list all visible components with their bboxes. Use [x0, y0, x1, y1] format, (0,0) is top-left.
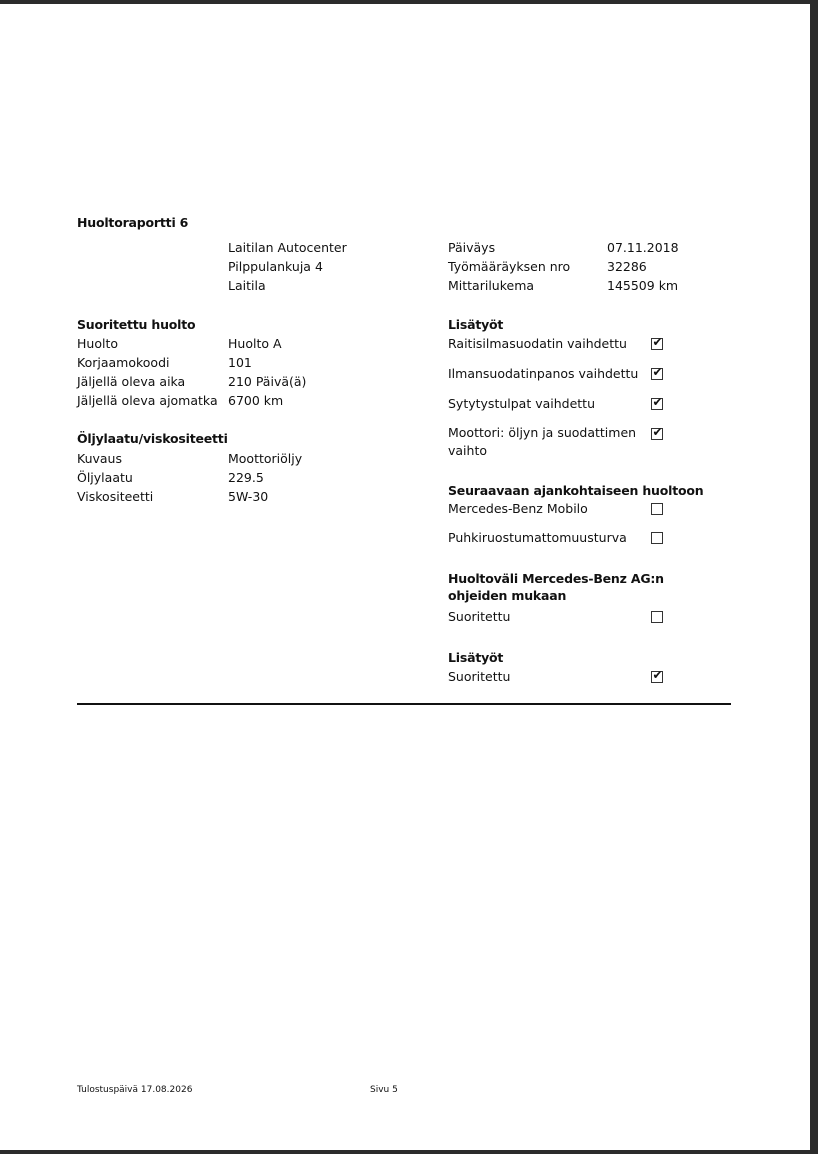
- checkmark-icon: ✔: [652, 365, 663, 379]
- service-label: Huolto: [77, 336, 118, 351]
- remaining-distance-value: 6700 km: [228, 393, 284, 408]
- checkmark-icon: ✔: [652, 425, 663, 439]
- interval-heading: Huoltoväli Mercedes-Benz AG:n ohjeiden mukaan: [448, 571, 664, 603]
- remaining-time-label: Jäljellä oleva aika: [77, 374, 186, 389]
- next-service-checkbox[interactable]: [651, 532, 663, 544]
- service-done-heading: Suoritettu huolto: [77, 317, 196, 332]
- next-service-item-label: Puhkiruostumattomuusturva: [448, 530, 627, 545]
- date-value: 07.11.2018: [607, 240, 679, 255]
- workshop-code-value: 101: [228, 355, 252, 370]
- print-date: Tulostuspäivä 17.08.2026: [77, 1085, 193, 1095]
- viscosity-value: 5W-30: [228, 489, 269, 504]
- work-order-label: Työmääräyksen nro: [448, 259, 571, 274]
- extra-work-checkbox[interactable]: [651, 425, 663, 440]
- workshop-code-label: Korjaamokoodi: [77, 355, 170, 370]
- workshop-city: Laitila: [228, 278, 266, 293]
- extra-work-checkbox[interactable]: [651, 395, 663, 410]
- checkmark-icon: ✔: [652, 668, 663, 682]
- checkmark-icon: ✔: [652, 395, 663, 409]
- document-page: [0, 4, 810, 1150]
- next-service-heading: Seuraavaan ajankohtaiseen huoltoon: [448, 483, 704, 498]
- report-title: Huoltoraportti 6: [77, 215, 189, 230]
- workshop-street: Pilppulankuja 4: [228, 259, 323, 274]
- extra-work-heading: Lisätyöt: [448, 317, 504, 332]
- oil-description-label: Kuvaus: [77, 451, 122, 466]
- oil-grade-value: 229.5: [228, 470, 264, 485]
- workshop-name: Laitilan Autocenter: [228, 240, 347, 255]
- extra-work-2-item-label: Suoritettu: [448, 669, 511, 684]
- remaining-distance-label: Jäljellä oleva ajomatka: [77, 393, 218, 408]
- extra-work-item-label: Raitisilmasuodatin vaihdettu: [448, 336, 627, 351]
- interval-item-label: Suoritettu: [448, 609, 511, 624]
- horizontal-rule: [77, 703, 731, 705]
- viscosity-label: Viskositeetti: [77, 489, 154, 504]
- interval-checkbox[interactable]: [651, 611, 663, 623]
- oil-description-value: Moottoriöljy: [228, 451, 303, 466]
- date-label: Päiväys: [448, 240, 496, 255]
- odometer-value: 145509 km: [607, 278, 679, 293]
- extra-work-item-label: Ilmansuodatinpanos vaihdettu: [448, 366, 639, 381]
- page-number: Sivu 5: [370, 1085, 398, 1095]
- extra-work-checkbox[interactable]: [651, 365, 663, 380]
- extra-work-item-label: Moottori: öljyn ja suodattimen vaihto: [448, 425, 637, 458]
- extra-work-item-label: Sytytystulpat vaihdettu: [448, 396, 596, 411]
- checkmark-icon: [652, 530, 663, 542]
- checkmark-icon: ✔: [652, 335, 663, 349]
- next-service-checkbox[interactable]: [651, 503, 663, 515]
- extra-work-2-heading: Lisätyöt: [448, 650, 504, 665]
- extra-work-checkbox[interactable]: [651, 335, 663, 350]
- checkmark-icon: [652, 609, 663, 621]
- next-service-item-label: Mercedes-Benz Mobilo: [448, 501, 588, 516]
- remaining-time-value: 210 Päivä(ä): [228, 374, 307, 389]
- odometer-label: Mittarilukema: [448, 278, 535, 293]
- service-value: Huolto A: [228, 336, 282, 351]
- oil-grade-label: Öljylaatu: [77, 470, 133, 485]
- oil-heading: Öljylaatu/viskositeetti: [77, 431, 228, 446]
- extra-work-2-checkbox[interactable]: [651, 668, 663, 683]
- checkmark-icon: [652, 501, 663, 513]
- work-order-value: 32286: [607, 259, 647, 274]
